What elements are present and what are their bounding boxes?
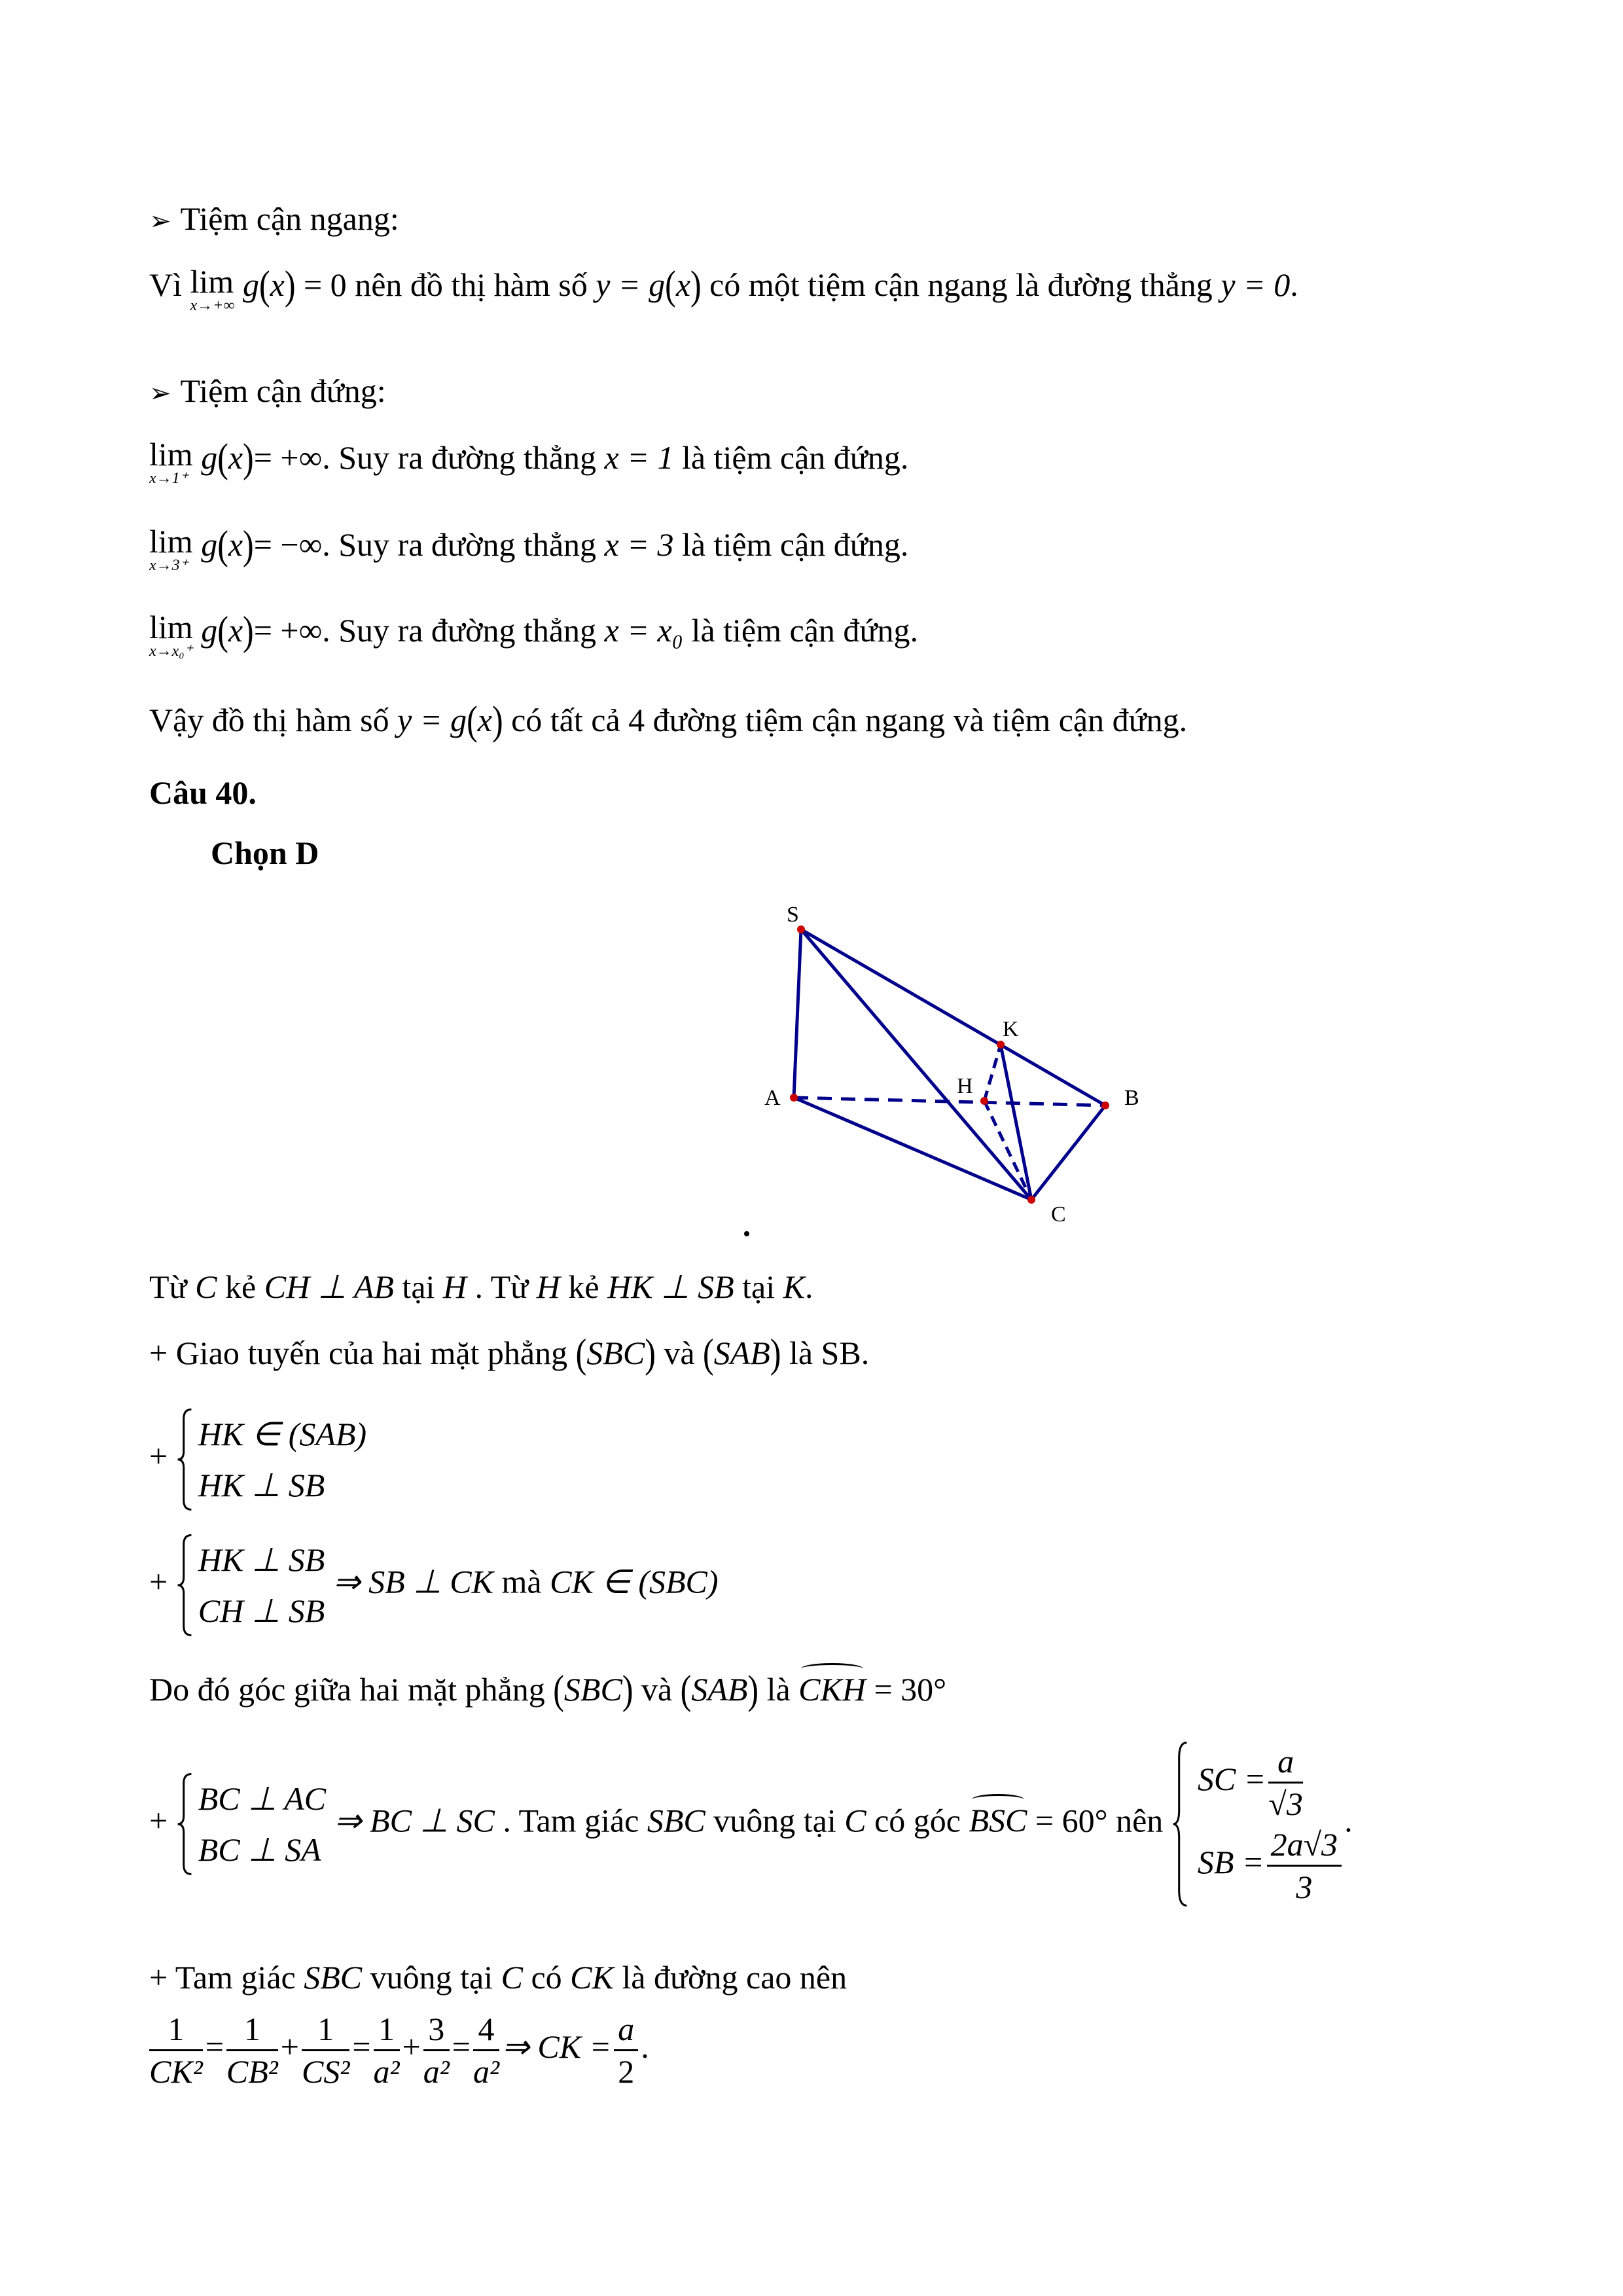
math: +	[402, 2028, 421, 2065]
fraction-numerator: 3	[423, 2009, 450, 2051]
stray-dot	[744, 1231, 749, 1236]
text: Từ	[149, 1268, 187, 1305]
fraction-denominator: a²	[423, 2053, 450, 2090]
math: +	[280, 2028, 299, 2065]
lim-text: lim	[149, 609, 193, 645]
math: C	[844, 1802, 866, 1839]
math: =	[452, 2028, 471, 2065]
text: tại	[742, 1268, 776, 1305]
math: = 0	[303, 266, 347, 303]
text: nên đồ thị hàm số	[355, 266, 588, 303]
lim-text: lim	[149, 523, 193, 560]
point-B	[1101, 1102, 1109, 1109]
bracket: (	[217, 607, 228, 653]
fraction-denominator: CB²	[226, 2053, 278, 2090]
fraction-denominator: a²	[373, 2053, 400, 2090]
construction-step	[149, 1267, 813, 1306]
fraction	[1267, 1824, 1342, 1907]
lim-under: x→+∞	[190, 297, 235, 314]
bracket: )	[284, 262, 296, 308]
text: Vậy đồ thị hàm số	[149, 702, 389, 738]
math: 4	[628, 702, 645, 738]
math: ⇒ BC ⊥ SC	[334, 1802, 495, 1839]
math: x = 3	[604, 526, 674, 563]
fraction	[374, 2009, 400, 2092]
bracket: )	[622, 1666, 633, 1712]
label-K: K	[1003, 1017, 1019, 1041]
bracket: (	[217, 435, 228, 480]
fraction-numerator: 4	[473, 2009, 499, 2051]
fraction-numerator: 1	[149, 2009, 203, 2051]
text: +	[149, 1563, 168, 1600]
bracket: (	[703, 1330, 714, 1376]
fraction	[423, 2009, 450, 2092]
math: x	[477, 702, 492, 738]
math: =	[205, 2028, 224, 2065]
lim-under: x→1⁺	[149, 470, 188, 487]
text: đường tiệm cận ngang và tiệm cận đứng.	[652, 702, 1188, 738]
math: g	[242, 266, 259, 303]
math: ⇒ CK =	[501, 2028, 612, 2065]
text: và	[664, 1335, 695, 1371]
math: x	[228, 612, 243, 649]
math: g	[201, 612, 218, 649]
heading-text: Tiệm cận ngang:	[180, 200, 399, 237]
math: SC =	[1197, 1760, 1266, 1797]
text: mà	[501, 1563, 542, 1600]
math: SAB	[713, 1335, 770, 1371]
label-A: A	[764, 1086, 781, 1110]
system-row: HK ∈ (SAB)	[198, 1416, 367, 1452]
fraction-denominator: CS²	[302, 2053, 350, 2090]
point-K	[997, 1041, 1005, 1049]
fraction	[473, 2009, 499, 2092]
math: K	[783, 1268, 805, 1305]
fraction-numerator: 1	[374, 2009, 400, 2051]
bracket: )	[243, 522, 254, 567]
intersection-line	[149, 1330, 870, 1376]
system-row: CH ⊥ SB	[198, 1592, 325, 1629]
fraction-denominator: a²	[473, 2053, 499, 2090]
math: = −∞	[253, 526, 323, 563]
result-system	[1171, 1741, 1344, 1907]
math: x	[228, 526, 243, 563]
fraction	[226, 2009, 278, 2092]
answer-choice: Chọn D	[211, 834, 319, 871]
bracket: (	[467, 697, 478, 743]
edge-BC	[1031, 1105, 1105, 1200]
math: x = x₀	[604, 612, 684, 649]
angle-symbol: CKH	[798, 1671, 866, 1708]
system-row: HK ⊥ SB	[198, 1467, 325, 1503]
bracket: (	[575, 1330, 587, 1376]
system-1	[149, 1408, 366, 1511]
edge-SC	[801, 929, 1031, 1200]
left-brace-icon	[176, 1534, 193, 1636]
fraction-denominator: 3	[1296, 1869, 1313, 1905]
bracket: )	[645, 1330, 656, 1376]
math-group	[176, 1773, 326, 1875]
segment-HK-hidden	[984, 1045, 1001, 1101]
text: .	[1290, 266, 1298, 303]
bracket: (	[680, 1666, 692, 1712]
bracket: )	[243, 435, 254, 480]
math: CK	[570, 1959, 614, 1996]
text: là tiệm cận đứng.	[691, 612, 918, 649]
segment-KC	[1001, 1045, 1031, 1200]
math: C	[501, 1959, 523, 1996]
text: và	[641, 1671, 673, 1708]
fraction	[302, 2009, 349, 2092]
math: y = g	[596, 266, 666, 303]
math: H	[442, 1268, 467, 1305]
fraction-numerator: 2a√3	[1267, 1824, 1342, 1867]
math: = 30°	[874, 1671, 947, 1708]
math: SBC	[304, 1959, 363, 1996]
text: + Giao tuyến của hai mặt phẳng	[149, 1335, 568, 1371]
math: SBC	[563, 1671, 622, 1708]
text: + Tam giác	[149, 1959, 296, 1996]
angle-line	[149, 1666, 947, 1712]
fraction	[1268, 1741, 1302, 1824]
math-group	[176, 1534, 325, 1636]
text: .	[1344, 1802, 1353, 1839]
bracket: )	[770, 1330, 781, 1376]
bracket: )	[690, 262, 702, 308]
fraction-numerator: 1	[226, 2009, 278, 2051]
bracket: )	[491, 697, 503, 743]
lim-under: x→3⁺	[149, 557, 188, 574]
text: .	[641, 2028, 649, 2065]
math: g	[201, 439, 218, 476]
math: x	[228, 439, 243, 476]
point-C	[1027, 1196, 1035, 1204]
label-H: H	[957, 1074, 973, 1098]
text: .	[804, 1268, 813, 1305]
bracket: (	[553, 1666, 564, 1712]
text: có	[531, 1959, 562, 1996]
math: SB =	[1197, 1843, 1264, 1880]
bracket: )	[747, 1666, 759, 1712]
text: vuông tại	[370, 1959, 493, 1996]
fraction-denominator: CK²	[149, 2053, 203, 2090]
math: ⇒ SB ⊥ CK	[332, 1563, 493, 1600]
point-A	[790, 1094, 798, 1102]
text: tại	[402, 1268, 435, 1305]
math-group	[1198, 1741, 1344, 1824]
math: H	[536, 1268, 560, 1305]
system-row: BC ⊥ AC	[198, 1780, 327, 1817]
lim-under: x→x₀⁺	[149, 643, 193, 660]
text: là tiệm cận đứng.	[681, 526, 909, 563]
lim-text: lim	[149, 436, 193, 473]
math: SBC	[647, 1802, 705, 1839]
math: y = g	[397, 702, 467, 738]
math: C	[195, 1268, 217, 1305]
text: Vì	[149, 266, 182, 303]
math: CH ⊥ AB	[264, 1268, 394, 1305]
heading-text: Tiệm cận đứng:	[180, 372, 386, 409]
fraction-denominator: √3	[1268, 1785, 1303, 1822]
text: nên	[1116, 1802, 1164, 1839]
left-brace-icon	[176, 1773, 193, 1875]
text: kẻ	[568, 1268, 599, 1305]
math: = +∞	[253, 612, 323, 649]
point-H	[980, 1097, 988, 1105]
math: x = 1	[604, 439, 674, 476]
lim-text: lim	[190, 263, 234, 300]
fraction-numerator: 1	[302, 2009, 349, 2051]
system-2	[149, 1534, 719, 1636]
math: x	[675, 266, 691, 303]
math: y = 0	[1221, 266, 1291, 303]
label-C: C	[1051, 1202, 1066, 1227]
text: +	[149, 1437, 168, 1475]
math: SAB	[691, 1671, 748, 1708]
math: g	[201, 526, 218, 563]
bracket: (	[217, 522, 228, 567]
math: SBC	[586, 1335, 645, 1371]
math: HK ⊥ SB	[607, 1268, 734, 1305]
text: có tất cả	[511, 702, 620, 738]
left-brace-icon	[1171, 1741, 1188, 1907]
arrow-bullet-icon: ➢	[149, 206, 171, 236]
text: có góc	[874, 1802, 961, 1839]
math-group	[1198, 1824, 1344, 1907]
label-B: B	[1124, 1086, 1139, 1110]
math: = 60°	[1035, 1802, 1108, 1839]
text: . Suy ra đường thẳng	[322, 439, 597, 476]
bracket: )	[243, 607, 254, 653]
math-group	[176, 1408, 366, 1511]
text: là	[766, 1671, 791, 1708]
math: x	[270, 266, 285, 303]
math: = +∞	[253, 439, 323, 476]
altitude-line	[149, 1958, 847, 1997]
text: là tiệm cận đứng.	[681, 439, 909, 476]
edge-AC	[794, 1098, 1031, 1200]
fraction	[149, 2009, 203, 2092]
text: là SB.	[789, 1335, 870, 1371]
bracket: (	[259, 262, 270, 308]
text: là đường cao nên	[622, 1959, 847, 1996]
math: =	[352, 2028, 371, 2065]
fraction-numerator: a	[1268, 1741, 1302, 1784]
question-title: Câu 40.	[149, 774, 257, 811]
angle-symbol: BSC	[969, 1802, 1027, 1839]
text: kẻ	[225, 1268, 257, 1305]
system-row: HK ⊥ SB	[198, 1541, 325, 1578]
math: CK ∈ (SBC)	[550, 1563, 719, 1600]
text: . Suy ra đường thẳng	[322, 526, 597, 563]
left-brace-icon	[176, 1408, 193, 1511]
fraction-denominator: 2	[618, 2053, 635, 2090]
system-3	[149, 1741, 1353, 1907]
final-equation	[149, 2003, 649, 2092]
bracket: (	[665, 262, 676, 308]
fraction	[614, 2009, 638, 2092]
text: . Suy ra đường thẳng	[322, 612, 597, 649]
text: . Tam giác	[503, 1802, 639, 1839]
edge-SA	[794, 929, 801, 1098]
text: . Từ	[474, 1268, 529, 1305]
text: Do đó góc giữa hai mặt phẳng	[149, 1671, 545, 1708]
text: +	[149, 1802, 168, 1839]
fraction-numerator: a	[614, 2009, 638, 2051]
label-S: S	[787, 903, 799, 927]
arrow-bullet-icon: ➢	[149, 378, 171, 408]
text: vuông tại	[713, 1802, 836, 1839]
text: có một tiệm cận ngang là đường thẳng	[709, 266, 1213, 303]
edge-SB	[801, 929, 1105, 1105]
system-row: BC ⊥ SA	[198, 1831, 321, 1868]
